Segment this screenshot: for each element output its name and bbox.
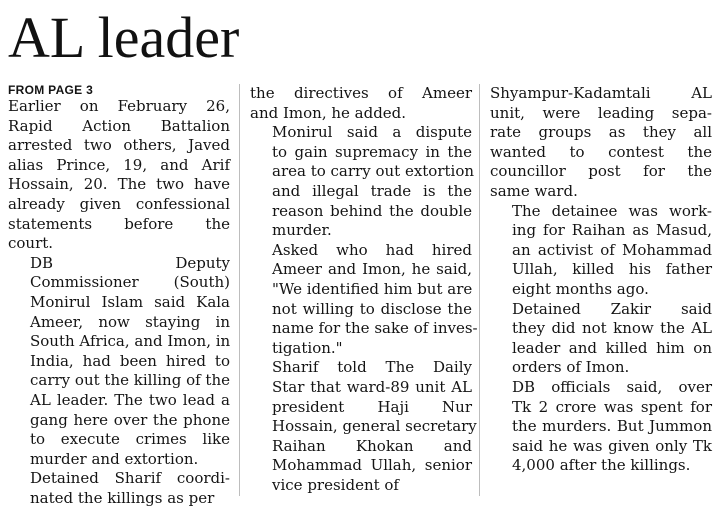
- text-line: "We identified him but are: [272, 279, 473, 298]
- text-line: murder and extortion.: [30, 449, 199, 468]
- text-line: nated the killings as per: [30, 488, 215, 507]
- text-line: vice president of: [272, 475, 399, 494]
- article-paragraph: [250, 358, 477, 495]
- text-line: DB Deputy: [30, 253, 230, 272]
- text-line: Earlier on February 26,: [8, 97, 230, 115]
- text-line: an activist of Mohammad: [512, 240, 712, 259]
- article-paragraph: [490, 378, 712, 476]
- text-line: Mohammad Ullah, senior: [272, 456, 472, 475]
- text-line: gang here over the phone: [30, 410, 230, 429]
- article-paragraph: [490, 300, 712, 378]
- text-line: arrested two others, Javed: [8, 136, 230, 155]
- text-line: Shyampur-Kadamtali AL: [490, 84, 712, 102]
- headline: AL leader: [8, 5, 240, 70]
- text-line: South Africa, and Imon, in: [30, 332, 231, 351]
- column-divider: [479, 84, 480, 496]
- article-paragraph: [250, 240, 478, 359]
- text-line: Asked who had hired: [272, 240, 472, 259]
- text-line: already given confessional: [8, 194, 230, 213]
- article-paragraph: [8, 469, 230, 508]
- text-line: Detained Sharif coordi-: [30, 469, 230, 488]
- text-line: The detainee was work-: [512, 201, 712, 220]
- text-line: leader and killed him on: [512, 338, 712, 357]
- text-line: Detained Zakir said: [512, 299, 712, 318]
- article-paragraph: [8, 97, 230, 254]
- text-line: Hossain, 20. The two have: [8, 175, 230, 194]
- article-paragraph: [250, 84, 472, 123]
- text-line: carry out the killing of the: [30, 371, 230, 390]
- text-line: name for the sake of inves-: [272, 319, 478, 338]
- text-line: DB officials said, over: [512, 377, 712, 396]
- text-line: same ward.: [490, 181, 578, 200]
- text-line: Hossain, general secretary: [272, 417, 477, 436]
- column-divider: [239, 84, 240, 496]
- article-paragraph: [490, 202, 712, 300]
- text-line: wanted to contest the: [490, 142, 712, 161]
- article-paragraph: [490, 84, 712, 202]
- text-line: alias Prince, 19, and Arif: [8, 155, 230, 174]
- text-line: president Haji Nur: [272, 397, 472, 416]
- text-line: councillor post for the: [490, 162, 712, 181]
- text-line: and Imon, he added.: [250, 103, 407, 122]
- text-line: said he was given only Tk: [512, 436, 712, 455]
- text-line: Monirul Islam said Kala: [30, 292, 230, 311]
- text-line: area to carry out extortion: [272, 162, 475, 181]
- text-line: India, had been hired to: [30, 351, 230, 370]
- text-line: Tk 2 crore was spent for: [512, 397, 712, 416]
- text-line: orders of Imon.: [512, 358, 630, 377]
- article-column-3: [490, 84, 712, 476]
- text-line: Ullah, killed his father: [512, 260, 712, 279]
- text-line: rate groups as they all: [490, 123, 712, 142]
- text-line: AL leader. The two lead a: [30, 390, 230, 409]
- text-line: murder.: [272, 221, 332, 240]
- text-line: Ameer, now staying in: [30, 312, 230, 331]
- text-line: to gain supremacy in the: [272, 142, 472, 161]
- text-line: 4,000 after the killings.: [512, 456, 691, 475]
- text-line: Ameer and Imon, he said,: [272, 260, 472, 279]
- text-line: Star that ward-89 unit AL: [272, 377, 472, 396]
- text-line: eight months ago.: [512, 279, 649, 298]
- text-line: the murders. But Jummon: [512, 417, 712, 436]
- text-line: Monirul said a dispute: [272, 123, 472, 142]
- text-line: Sharif told The Daily: [272, 358, 472, 377]
- continuation-kicker: FROM PAGE 3: [8, 83, 94, 97]
- article-paragraph: [250, 123, 475, 241]
- text-line: and illegal trade is the: [272, 181, 472, 200]
- text-line: to execute crimes like: [30, 430, 230, 449]
- text-line: ing for Raihan as Masud,: [512, 221, 712, 240]
- text-line: statements before the: [8, 214, 230, 233]
- text-line: Raihan Khokan and: [272, 436, 472, 455]
- text-line: the directives of Ameer: [250, 84, 472, 102]
- text-line: court.: [8, 234, 54, 253]
- text-line: reason behind the double: [272, 201, 472, 220]
- text-line: tigation.": [272, 338, 343, 357]
- article-paragraph: [8, 254, 230, 470]
- text-line: not willing to disclose the: [272, 299, 472, 318]
- article-column-1: [8, 84, 230, 508]
- text-line: they did not know the AL: [512, 319, 712, 338]
- text-line: Rapid Action Battalion: [8, 116, 230, 135]
- text-line: unit, were leading sepa-: [490, 103, 712, 122]
- article-column-2: [250, 84, 478, 495]
- text-line: Commissioner (South): [30, 273, 230, 292]
